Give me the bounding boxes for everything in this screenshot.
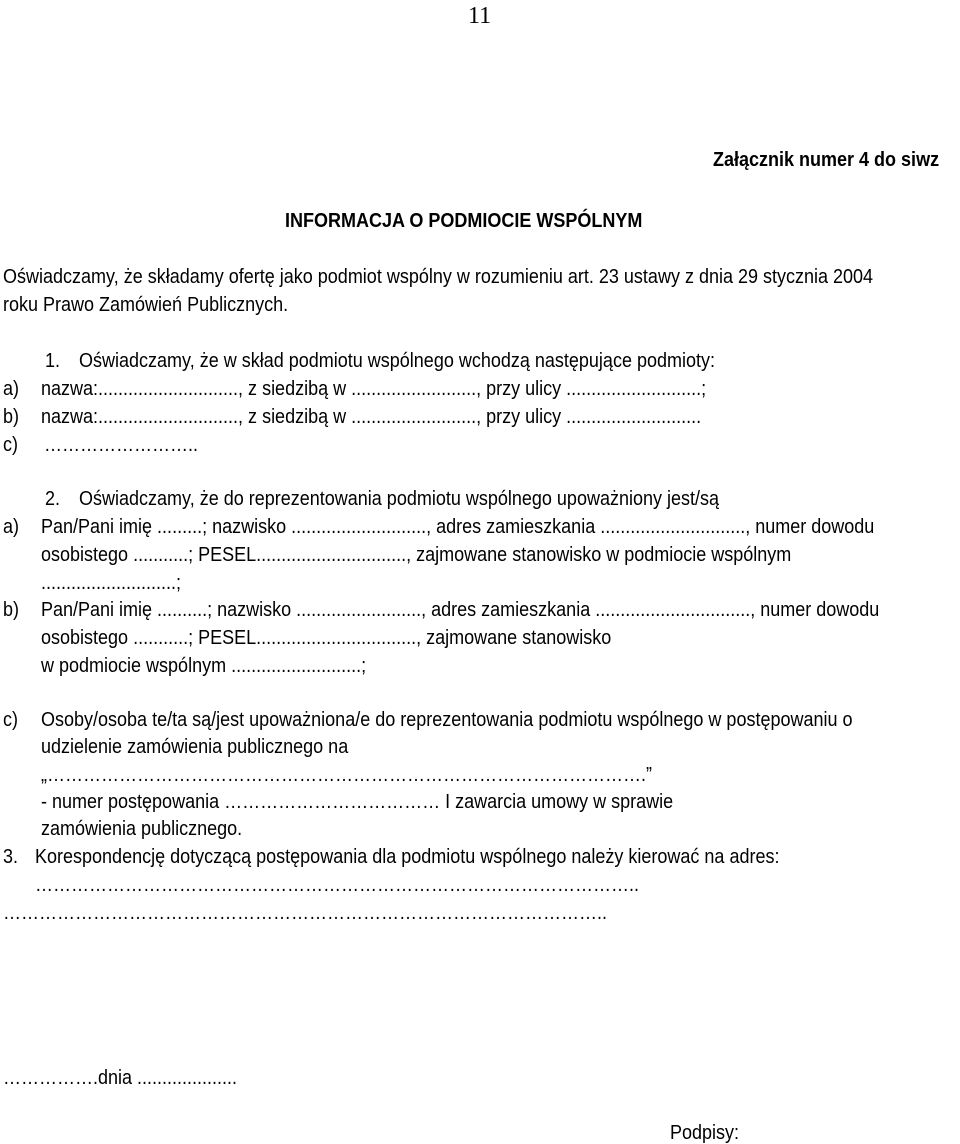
representative-c-letter: c)	[3, 709, 19, 731]
representative-a-letter: a)	[3, 516, 20, 538]
document-title: INFORMACJA O PODMIOCIE WSPÓLNYM	[285, 210, 643, 232]
page-number: 11	[468, 3, 492, 29]
representative-c-line-2: udzielenie zamówienia publicznego na	[41, 736, 349, 758]
address-line-2: ………………………………………………………………………………………..	[3, 902, 608, 924]
signatures-label: Podpisy:	[670, 1122, 740, 1144]
representative-b-line-3: w podmiocie wspólnym ..........................;	[41, 655, 367, 677]
subject-c-text: ……………………..	[44, 434, 199, 456]
address-line-1: ………………………………………………………………………………………..	[35, 874, 640, 896]
subject-c-letter: c)	[3, 434, 19, 456]
subject-b-text: nazwa:............................, z siedzibą w ........................., przy ulicy ...........................	[41, 406, 702, 428]
section-1-heading: Oświadczamy, że w skład podmiotu wspólnego wchodzą następujące podmioty:	[79, 350, 716, 372]
representative-b-letter: b)	[3, 599, 20, 621]
intro-line-2: roku Prawo Zamówień Publicznych.	[3, 294, 289, 316]
representative-c-line-1: Osoby/osoba te/ta są/jest upoważniona/e do reprezentowania podmiotu wspólnego w postępowaniu o	[41, 709, 853, 731]
attachment-label: Załącznik numer 4 do siwz	[713, 149, 940, 171]
section-3-number: 3.	[3, 846, 19, 868]
representative-a-line-2: osobistego ...........; PESEL.............................., zajmowane stanowisko w podmiocie wspólnym	[41, 544, 792, 566]
intro-line-1: Oświadczamy, że składamy ofertę jako podmiot wspólny w rozumieniu art. 23 ustawy z dnia 29 stycznia 2004	[3, 266, 874, 288]
representative-b-line-2: osobistego ...........; PESEL................................, zajmowane stanowisko	[41, 627, 612, 649]
subject-b-letter: b)	[3, 406, 20, 428]
representative-c-line-5: zamówienia publicznego.	[41, 818, 243, 840]
representative-b-line-1: Pan/Pani imię ..........; nazwisko ........................., adres zamieszkania ..............................., numer dowodu	[41, 599, 880, 621]
representative-a-line-1: Pan/Pani imię .........; nazwisko ..........................., adres zamieszkania ............................., numer dowodu	[41, 516, 875, 538]
representative-c-line-3: „……………………………………………………………………………………….”	[41, 764, 653, 786]
subject-a-text: nazwa:............................, z siedzibą w ........................., przy ulicy ...........................;	[41, 378, 707, 400]
representative-c-line-4: - numer postępowania ……………………………… I zawarcia umowy w sprawie	[41, 791, 674, 813]
section-2-number: 2.	[45, 488, 61, 510]
date-line: …………….dnia ....................	[3, 1067, 238, 1089]
representative-a-line-3: ...........................;	[41, 572, 182, 594]
section-2-heading: Oświadczamy, że do reprezentowania podmiotu wspólnego upoważniony jest/są	[79, 488, 720, 510]
section-1-number: 1.	[45, 350, 61, 372]
subject-a-letter: a)	[3, 378, 20, 400]
section-3-heading: Korespondencję dotyczącą postępowania dla podmiotu wspólnego należy kierować na adres:	[35, 846, 780, 868]
